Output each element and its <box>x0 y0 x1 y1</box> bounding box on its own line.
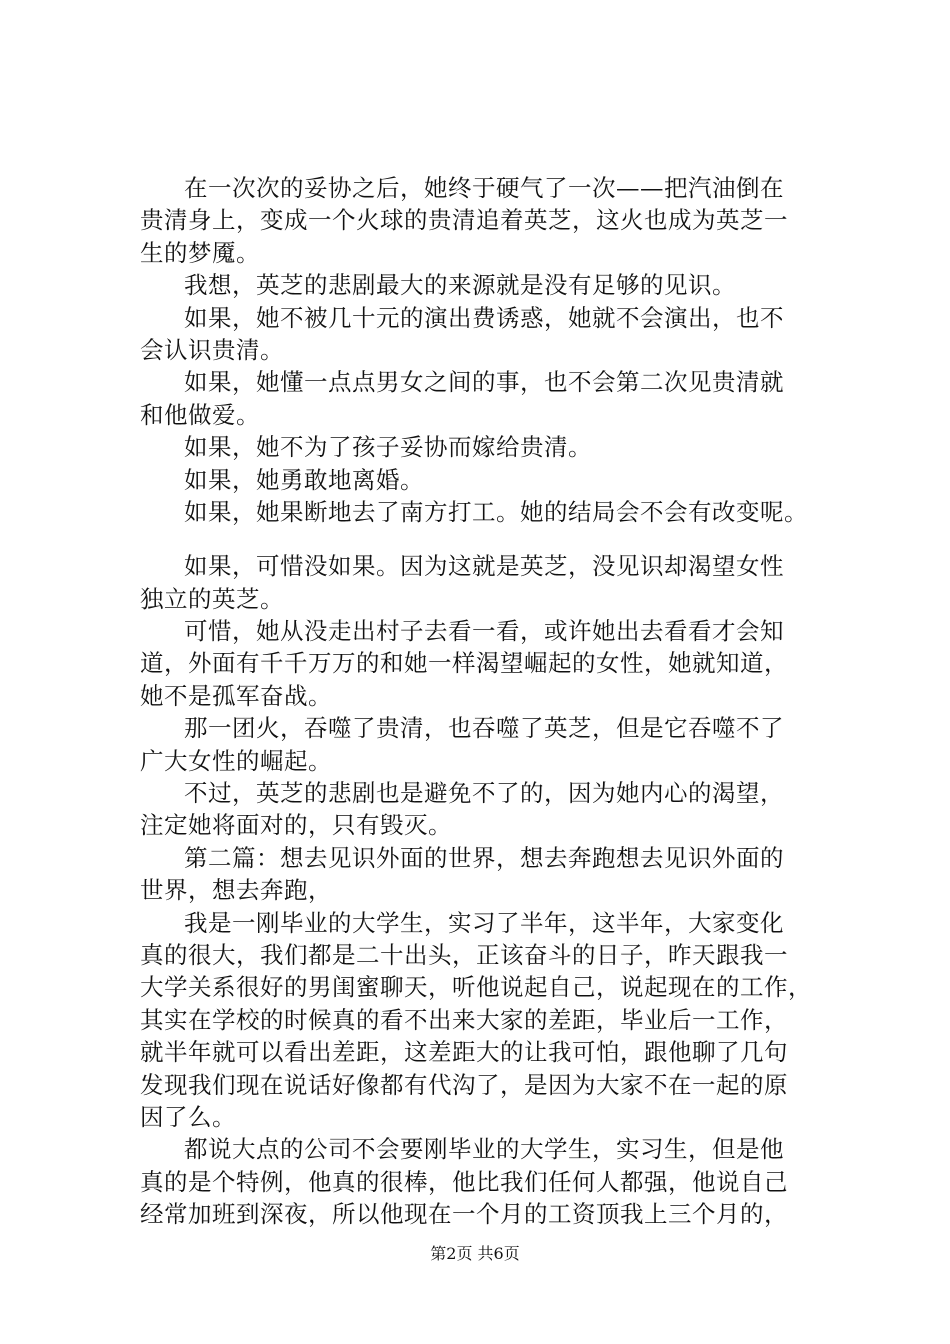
paragraph <box>140 496 840 528</box>
text-line: 如果，她勇敢地离婚。 <box>184 465 424 494</box>
text-line: 道，外面有千千万万的和她一样渴望崛起的女性，她就知道， <box>140 649 788 678</box>
text-line: 如果，她不为了孩子妥协而嫁给贵清。 <box>184 433 592 462</box>
paragraph <box>140 269 840 301</box>
text-line: 她不是孤军奋战。 <box>140 681 332 710</box>
text-line: 因了么。 <box>140 1102 236 1131</box>
text-line: 广大女性的崛起。 <box>140 746 332 775</box>
text-line: 世界，想去奔跑， <box>140 876 332 905</box>
text-line: 如果，她果断地去了南方打工。她的结局会不会有改变呢。 <box>184 497 808 526</box>
text-line: 独立的英芝。 <box>140 584 284 613</box>
text-line: 大学关系很好的男闺蜜聊天，听他说起自己，说起现在的工作， <box>140 973 812 1002</box>
text-line: 发现我们现在说话好像都有代沟了，是因为大家不在一起的原 <box>140 1070 788 1099</box>
text-line: 我是一刚毕业的大学生，实习了半年，这半年，大家变化 <box>184 908 784 937</box>
text-line: 真的很大，我们都是二十出头，正该奋斗的日子，昨天跟我一 <box>140 940 788 969</box>
paragraph <box>140 1133 840 1230</box>
text-line: 就半年就可以看出差距，这差距大的让我可怕，跟他聊了几句 <box>140 1038 788 1067</box>
text-line: 其实在学校的时候真的看不出来大家的差距，毕业后一工作， <box>140 1005 788 1034</box>
text-line: 第二篇：想去见识外面的世界，想去奔跑想去见识外面的 <box>184 843 784 872</box>
text-line: 如果，她懂一点点男女之间的事，也不会第二次见贵清就 <box>184 368 784 397</box>
paragraph <box>140 712 840 777</box>
paragraph <box>140 615 840 712</box>
paragraph <box>140 464 840 496</box>
text-line: 我想，英芝的悲剧最大的来源就是没有足够的见识。 <box>184 271 736 300</box>
text-line: 如果，可惜没如果。因为这就是英芝，没见识却渴望女性 <box>184 552 784 581</box>
paragraph <box>140 842 840 907</box>
paragraph <box>140 366 840 431</box>
paragraph <box>140 431 840 463</box>
text-line: 经常加班到深夜，所以他现在一个月的工资顶我上三个月的， <box>140 1200 788 1229</box>
text-line: 真的是个特例，他真的很棒，他比我们任何人都强，他说自己 <box>140 1167 788 1196</box>
paragraph-gap <box>140 528 840 550</box>
page-number-footer: 第2页 共6页 <box>430 1244 520 1263</box>
text-line: 如果，她不被几十元的演出费诱惑，她就不会演出，也不 <box>184 303 784 332</box>
paragraph <box>140 302 840 367</box>
paragraph <box>140 550 840 615</box>
text-line: 都说大点的公司不会要刚毕业的大学生，实习生，但是他 <box>184 1135 784 1164</box>
paragraph <box>140 907 840 1134</box>
text-line: 在一次次的妥协之后，她终于硬气了一次——把汽油倒在 <box>184 174 784 202</box>
text-line: 那一团火，吞噬了贵清，也吞噬了英芝，但是它吞噬不了 <box>184 714 784 743</box>
text-line: 贵清身上，变成一个火球的贵清追着英芝，这火也成为英芝一 <box>140 206 788 235</box>
text-line: 和他做爱。 <box>140 400 260 429</box>
text-line: 会认识贵清。 <box>140 335 284 364</box>
text-line: 不过，英芝的悲剧也是避免不了的，因为她内心的渴望， <box>184 779 784 808</box>
document-body <box>140 172 840 1231</box>
paragraph <box>140 777 840 842</box>
text-line: 注定她将面对的，只有毁灭。 <box>140 811 452 840</box>
paragraph <box>140 172 840 269</box>
text-line: 生的梦魇。 <box>140 238 260 267</box>
text-line: 可惜，她从没走出村子去看一看，或许她出去看看才会知 <box>184 617 784 646</box>
